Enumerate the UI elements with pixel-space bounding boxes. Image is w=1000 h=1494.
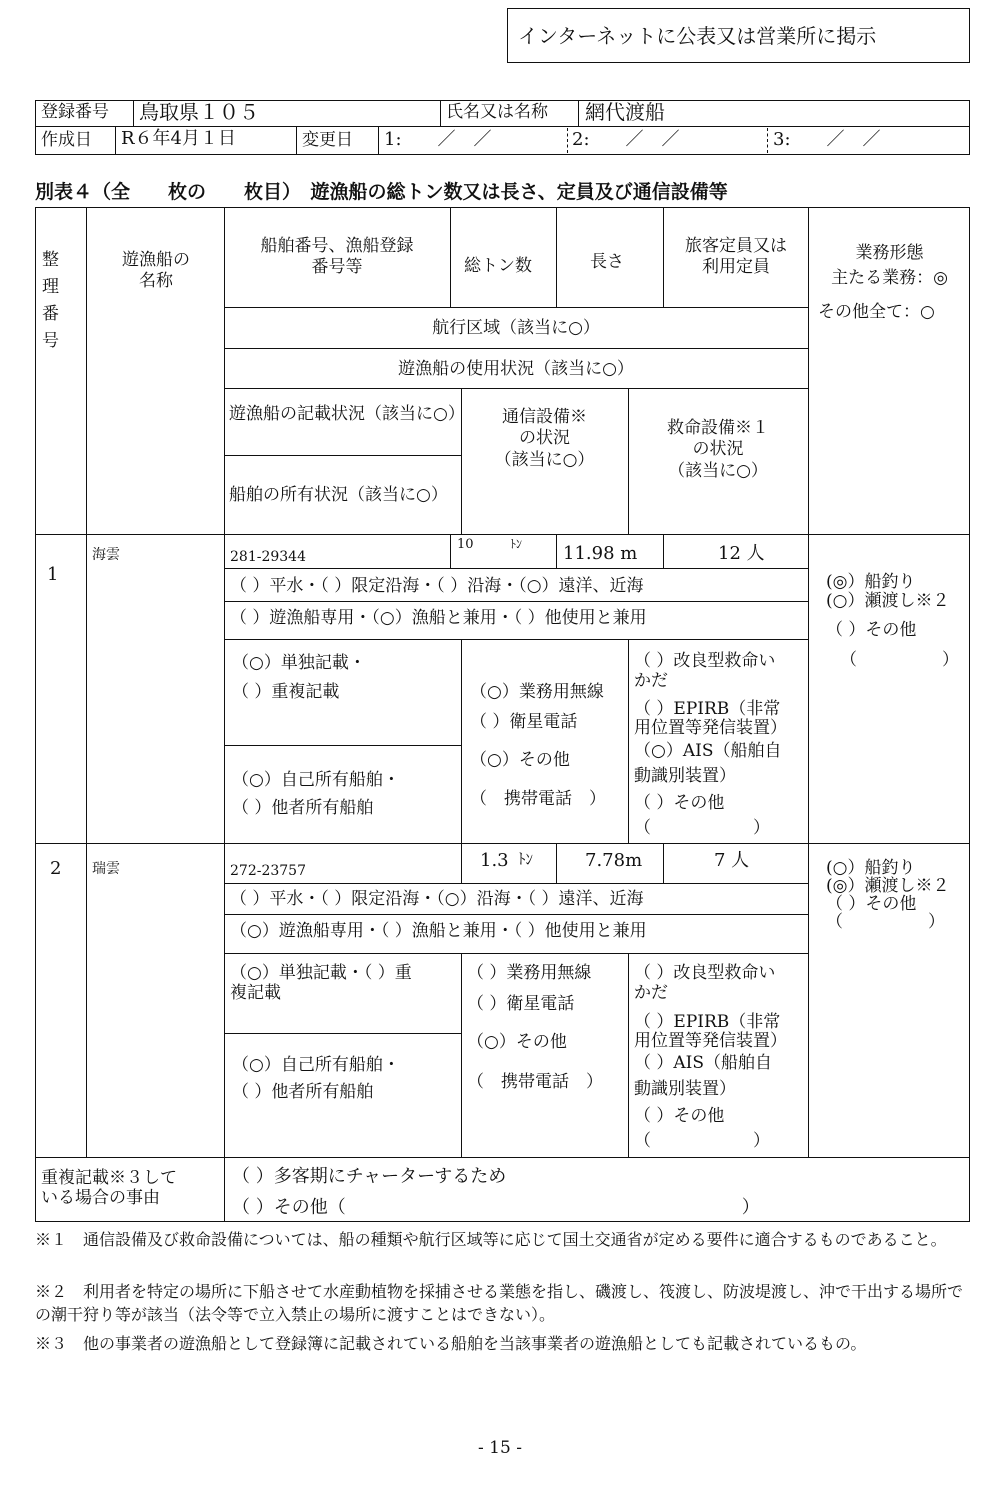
- duplicate-option-2: （ ）その他（ ）: [232, 1197, 760, 1218]
- row1-comm-1: （○）業務用無線: [470, 682, 604, 702]
- row1-name: 海雲: [92, 547, 120, 563]
- length-header: 長さ: [590, 252, 624, 272]
- row2-capacity: 7 人: [714, 850, 750, 871]
- boat-name-header: 遊漁船の 名称: [122, 250, 190, 292]
- row2-comm-4: （ 携帯電話 ）: [467, 1072, 603, 1092]
- reg-no-label: 登録番号: [41, 102, 109, 122]
- row2-ownership-2: （ ）他者所有船舶: [232, 1082, 374, 1102]
- row2-seq: 2: [50, 858, 62, 879]
- row2-area: （ ）平水・（ ）限定沿海・（○）沿海・（ ）遠洋、近海: [230, 889, 644, 909]
- row2-rescue-7: （ ）その他: [634, 1106, 725, 1126]
- change-3: 3: ／ ／: [773, 129, 881, 150]
- row2-boat-no: 272-23757: [230, 863, 306, 879]
- row2-rescue-8: （ ）: [634, 1131, 770, 1151]
- row1-ownership-1: （○）自己所有船舶・: [232, 770, 400, 790]
- row1-area: （ ）平水・（ ）限定沿海・（ ）沿海・（○）遠洋、近海: [230, 576, 644, 596]
- row1-rescue-1: （ ）改良型救命い: [634, 651, 776, 671]
- reg-no-value: 鳥取県１０５: [139, 100, 259, 124]
- row2-rescue-6: 動識別装置）: [634, 1079, 736, 1099]
- row2-ownership-1: （○）自己所有船舶・: [232, 1055, 400, 1075]
- change-2: 2: ／ ／: [572, 129, 680, 150]
- row2-listing-1: （○）単独記載・（ ）重: [230, 963, 412, 983]
- page-number: - 15 -: [478, 1438, 522, 1458]
- row1-length: 11.98 m: [563, 543, 638, 564]
- usage-header: 遊漁船の使用状況（該当に○）: [398, 359, 634, 379]
- row1-business-2: (○）瀬渡し※２: [826, 591, 950, 611]
- row1-boat-no: 281-29344: [230, 549, 306, 565]
- section-title: 別表４（全 枚の 枚目） 遊漁船の総トン数又は長さ、定員及び通信設備等: [35, 181, 728, 203]
- row1-capacity: 12 人: [718, 543, 765, 564]
- row1-rescue-3: （ ）EPIRB（非常: [634, 699, 781, 719]
- row1-ton-unit: ﾄﾝ: [510, 537, 523, 551]
- row1-business-1: (◎）船釣り: [826, 572, 916, 592]
- row1-tonnage: 10: [457, 537, 474, 552]
- row2-business-4: （ ）: [826, 912, 945, 932]
- duplicate-option-1: （ ）多客期にチャーターするため: [232, 1166, 507, 1187]
- row2-comm-3: （○）その他: [467, 1032, 567, 1052]
- changed-label: 変更日: [302, 130, 353, 150]
- note-2: ※２ 利用者を特定の場所に下船させて水産動植物を採捕させる業態を指し、磯渡し、筏渡し、防波堤渡し、沖で干出する場所での潮干狩り等が該当（法令等で立入禁止の場所に渡すことはできない）。: [35, 1282, 964, 1325]
- row2-name: 瑞雲: [92, 861, 120, 877]
- row2-comm-2: （ ）衛星電話: [467, 994, 575, 1014]
- row1-rescue-6: 動識別装置）: [634, 766, 736, 786]
- row2-listing-2: 複記載: [230, 983, 281, 1003]
- boat-no-header: 船舶番号、漁船登録 番号等: [260, 236, 414, 278]
- row1-comm-4: （ 携帯電話 ）: [470, 789, 606, 809]
- business-other-header: その他全て：○: [818, 302, 935, 322]
- row2-ton-unit: ﾄﾝ: [518, 850, 534, 868]
- notice-text: インターネットに公表又は営業所に掲示: [518, 24, 877, 48]
- capacity-header: 旅客定員又は 利用定員: [685, 236, 787, 278]
- row1-comm-3: （○）その他: [470, 750, 570, 770]
- name-value: 網代渡船: [585, 100, 665, 124]
- row1-rescue-7: （ ）その他: [634, 793, 725, 813]
- row2-length: 7.78m: [585, 850, 643, 871]
- seq-header-3: 番: [42, 304, 59, 324]
- rescue-header: 救命設備※１ の状況 （該当に○）: [667, 418, 769, 481]
- row2-rescue-1: （ ）改良型救命い: [634, 963, 776, 983]
- row1-usage: （ ）遊漁船専用・（○）漁船と兼用・（ ）他使用と兼用: [230, 608, 647, 628]
- row1-seq: 1: [47, 564, 59, 585]
- row1-listing-1: （○）単独記載・: [232, 653, 366, 673]
- row1-ownership-2: （ ）他者所有船舶: [232, 798, 374, 818]
- row2-usage: （○）遊漁船専用・（ ）漁船と兼用・（ ）他使用と兼用: [230, 921, 647, 941]
- row2-business-1: (○）船釣り: [826, 858, 916, 878]
- comm-header: 通信設備※ の状況 （該当に○）: [494, 407, 595, 470]
- row1-rescue-2: かだ: [634, 671, 668, 691]
- duplicate-label: 重複記載※３して いる場合の事由: [41, 1168, 177, 1208]
- row1-rescue-8: （ ）: [634, 818, 770, 838]
- seq-header-4: 号: [42, 331, 59, 351]
- seq-header-1: 整: [42, 250, 59, 270]
- area-header: 航行区域（該当に○）: [432, 318, 600, 338]
- row2-rescue-3: （ ）EPIRB（非常: [634, 1012, 781, 1032]
- row1-rescue-4: 用位置等発信装置）: [634, 718, 787, 738]
- row2-business-3: （ ）その他: [826, 894, 917, 914]
- name-label: 氏名又は名称: [446, 102, 548, 122]
- business-header: 業務形態 主たる業務：◎: [831, 243, 948, 288]
- row2-comm-1: （ ）業務用無線: [467, 963, 592, 983]
- row1-business-3: （ ）その他: [826, 620, 917, 640]
- row1-comm-2: （ ）衛星電話: [470, 712, 578, 732]
- ownership-header: 船舶の所有状況（該当に○）: [229, 485, 448, 505]
- row1-rescue-5: （○）AIS（船舶自: [634, 741, 782, 761]
- row2-rescue-5: （ ）AIS（船舶自: [634, 1053, 773, 1073]
- row2-business-2: (◎）瀬渡し※２: [826, 876, 950, 896]
- seq-header-2: 理: [42, 277, 59, 297]
- row1-business-4: （ ）: [840, 650, 959, 670]
- tonnage-header: 総トン数: [464, 256, 532, 276]
- note-1: ※１ 通信設備及び救命設備については、船の種類や航行区域等に応じて国土交通省が定める要件に適合するものであること。: [35, 1230, 947, 1249]
- listing-header: 遊漁船の記載状況（該当に○）: [229, 404, 465, 424]
- row2-rescue-2: かだ: [634, 983, 668, 1003]
- row2-rescue-4: 用位置等発信装置）: [634, 1031, 787, 1051]
- created-value: R６年4月１日: [121, 128, 237, 149]
- row2-tonnage: 1.3: [480, 850, 509, 871]
- change-1: 1: ／ ／: [384, 129, 492, 150]
- row1-listing-2: （ ）重複記載: [232, 682, 340, 702]
- created-label: 作成日: [41, 130, 92, 150]
- note-3: ※３ 他の事業者の遊漁船として登録簿に記載されている船舶を当該事業者の遊漁船としても記載されているもの。: [35, 1334, 867, 1353]
